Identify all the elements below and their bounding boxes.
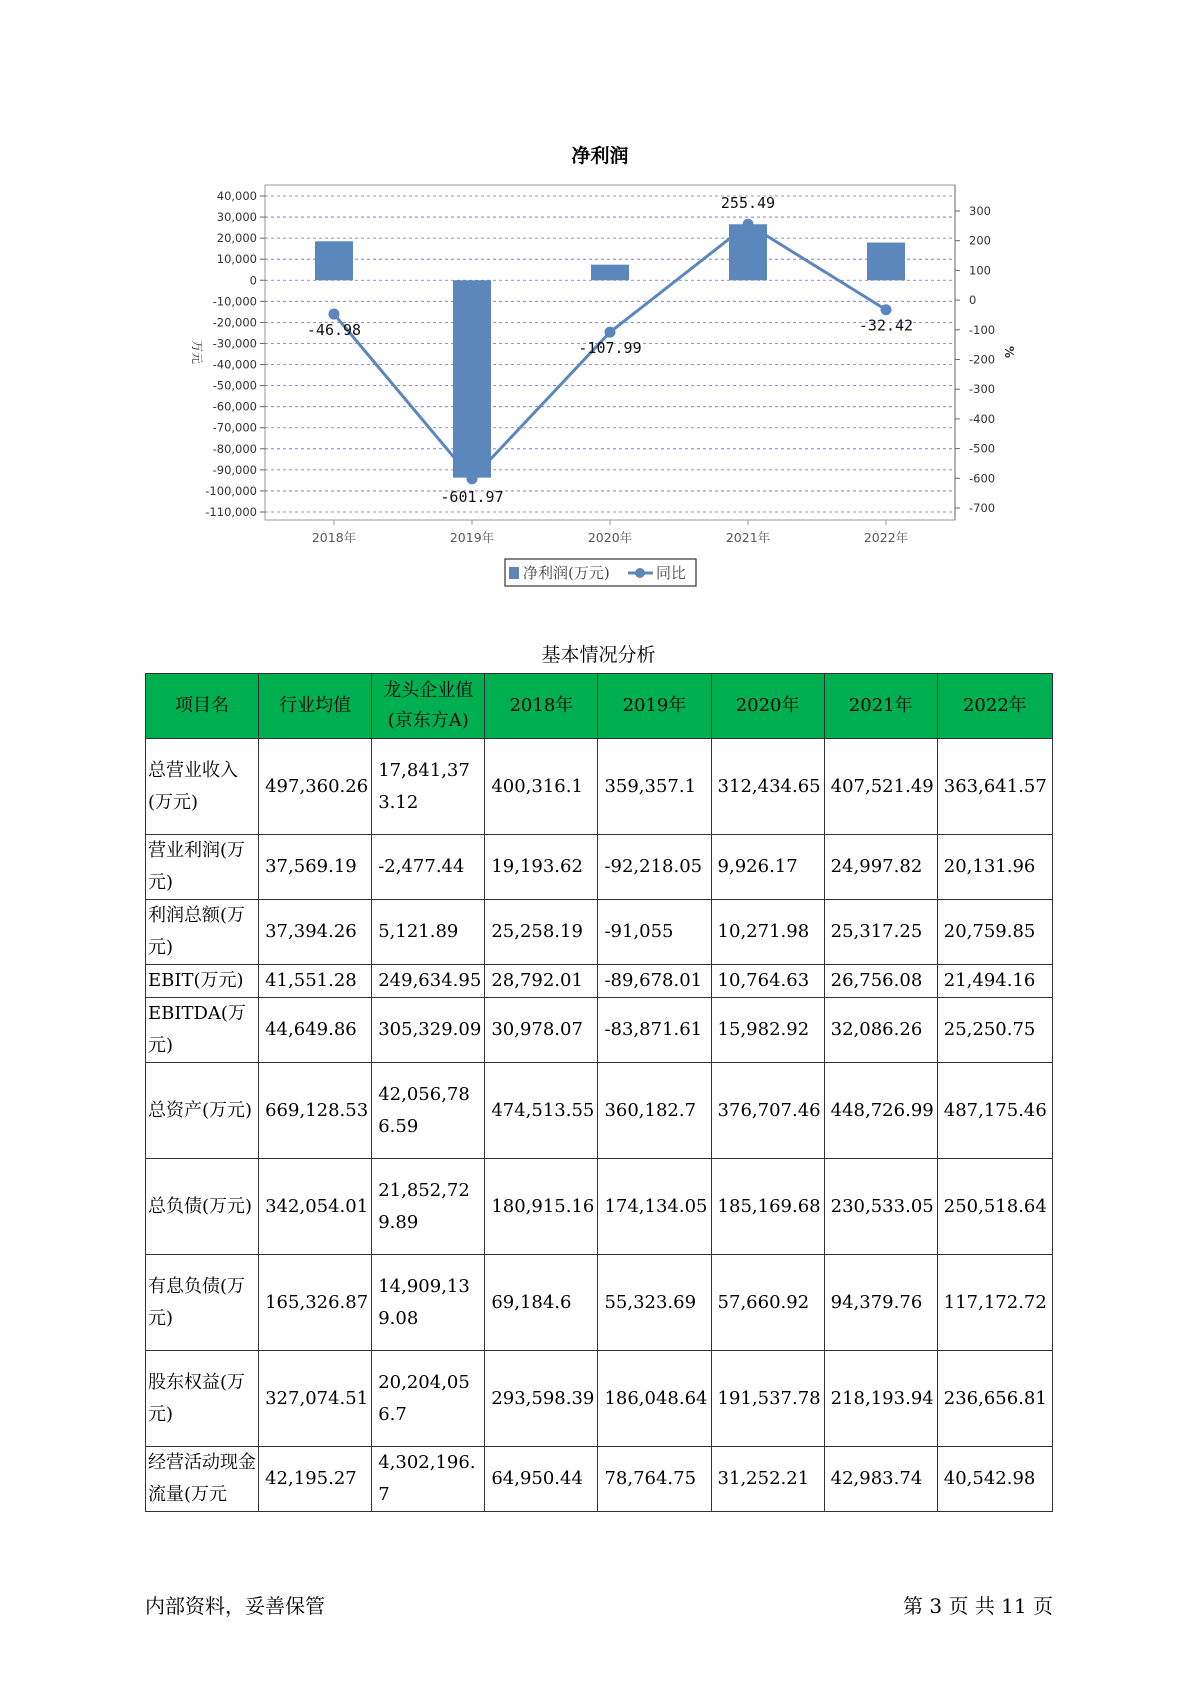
table-cell: 400,316.1 xyxy=(485,739,598,835)
table-cell: -83,871.61 xyxy=(598,998,711,1063)
table-cell: 40,542.98 xyxy=(937,1447,1052,1512)
table-cell: 10,271.98 xyxy=(711,900,824,965)
table-cell: 19,193.62 xyxy=(485,835,598,900)
header-cell: 2020年 xyxy=(711,674,824,739)
row-label: EBITDA(万元) xyxy=(146,998,259,1063)
table-cell: 55,323.69 xyxy=(598,1255,711,1351)
table-cell: 32,086.26 xyxy=(824,998,937,1063)
table-cell: 41,551.28 xyxy=(259,965,372,998)
y2-tick-label: -700 xyxy=(969,501,996,515)
table-cell: 25,317.25 xyxy=(824,900,937,965)
row-label: 营业利润(万元) xyxy=(146,835,259,900)
y-tick-label: 30,000 xyxy=(216,210,257,225)
table-row xyxy=(146,998,1053,1063)
y2-axis-label: % xyxy=(1002,345,1016,359)
line-point xyxy=(605,327,616,338)
table-cell: 5,121.89 xyxy=(372,900,485,965)
table-cell: -91,055 xyxy=(598,900,711,965)
table-cell: 37,394.26 xyxy=(259,900,372,965)
table-cell: 17,841,373.12 xyxy=(372,739,485,835)
table-row xyxy=(146,1447,1053,1512)
table-cell: 44,649.86 xyxy=(259,998,372,1063)
table-cell: 4,302,196.7 xyxy=(372,1447,485,1512)
header-cell: 项目名 xyxy=(146,674,259,739)
table-cell: 69,184.6 xyxy=(485,1255,598,1351)
table-cell: 312,434.65 xyxy=(711,739,824,835)
line-point xyxy=(743,219,754,230)
table-header-row xyxy=(146,674,1053,739)
row-label: 总营业收入(万元) xyxy=(146,739,259,835)
table-cell: 497,360.26 xyxy=(259,739,372,835)
x-tick-label: 2020年 xyxy=(587,530,633,545)
table-cell: 117,172.72 xyxy=(937,1255,1052,1351)
y-tick-label: -90,000 xyxy=(212,462,257,477)
table-row xyxy=(146,739,1053,835)
x-tick-label: 2022年 xyxy=(863,530,909,545)
bar xyxy=(453,280,491,477)
bar xyxy=(867,243,905,281)
y2-tick-label: -300 xyxy=(969,382,996,397)
table-row xyxy=(146,900,1053,965)
y-tick-label: 0 xyxy=(249,273,257,288)
table-cell: 31,252.21 xyxy=(711,1447,824,1512)
table-cell: 359,357.1 xyxy=(598,739,711,835)
legend-line-marker xyxy=(635,568,645,578)
table-row xyxy=(146,1159,1053,1255)
table-cell: 78,764.75 xyxy=(598,1447,711,1512)
header-cell: 龙头企业值(京东方A) xyxy=(372,674,485,739)
table-caption: 基本情况分析 xyxy=(541,644,656,666)
y-tick-label: 40,000 xyxy=(216,189,257,203)
y2-tick-label: 300 xyxy=(969,204,991,218)
y-tick-label: -20,000 xyxy=(212,315,257,330)
table-cell: 10,764.63 xyxy=(711,965,824,998)
table-cell: 20,759.85 xyxy=(937,900,1052,965)
y-tick-label: -30,000 xyxy=(212,336,257,351)
table-cell: 21,494.16 xyxy=(937,965,1052,998)
table-cell: 28,792.01 xyxy=(485,965,598,998)
y2-tick-label: -200 xyxy=(969,352,996,367)
table-cell: 25,258.19 xyxy=(485,900,598,965)
basic-analysis-table xyxy=(145,673,1053,1512)
table-cell: 448,726.99 xyxy=(824,1063,937,1159)
net-profit-chart xyxy=(0,0,1191,620)
table-cell: 305,329.09 xyxy=(372,998,485,1063)
table-cell: 14,909,139.08 xyxy=(372,1255,485,1351)
x-tick-label: 2021年 xyxy=(725,530,771,545)
table-cell: 191,537.78 xyxy=(711,1351,824,1447)
row-label: 总资产(万元) xyxy=(146,1063,259,1159)
table-cell: 20,204,056.7 xyxy=(372,1351,485,1447)
y-tick-label: -70,000 xyxy=(212,420,257,435)
header-cell: 2021年 xyxy=(824,674,937,739)
bar xyxy=(315,241,353,280)
table-cell: 174,134.05 xyxy=(598,1159,711,1255)
table-cell: 669,128.53 xyxy=(259,1063,372,1159)
y2-tick-label: -600 xyxy=(969,471,996,486)
y2-tick-label: -100 xyxy=(969,322,996,337)
legend-bar-swatch xyxy=(509,567,519,579)
table-cell: 9,926.17 xyxy=(711,835,824,900)
legend-bar-label: 净利润(万元) xyxy=(523,564,610,582)
table-row xyxy=(146,965,1053,998)
table-cell: 15,982.92 xyxy=(711,998,824,1063)
table-cell: 57,660.92 xyxy=(711,1255,824,1351)
row-label: 利润总额(万元) xyxy=(146,900,259,965)
data-label: 255.49 xyxy=(720,194,776,213)
chart-title: 净利润 xyxy=(571,145,629,167)
footer-page-number: 第 3 页 共 11 页 xyxy=(903,1594,1053,1618)
table-row xyxy=(146,835,1053,900)
data-label: -107.99 xyxy=(578,339,642,358)
line-point xyxy=(467,473,478,484)
y-tick-label: -110,000 xyxy=(205,505,257,519)
table-cell: 94,379.76 xyxy=(824,1255,937,1351)
y2-tick-label: 200 xyxy=(969,233,991,248)
y-axis-label: 万元 xyxy=(190,339,204,365)
y-tick-label: -60,000 xyxy=(212,399,257,414)
header-cell: 2018年 xyxy=(485,674,598,739)
table-cell: 165,326.87 xyxy=(259,1255,372,1351)
y2-tick-label: -500 xyxy=(969,441,996,456)
table-cell: 250,518.64 xyxy=(937,1159,1052,1255)
table-cell: 249,634.95 xyxy=(372,965,485,998)
footer-confidential: 内部资料，妥善保管 xyxy=(145,1594,325,1618)
header-cell: 行业均值 xyxy=(259,674,372,739)
table-cell: 25,250.75 xyxy=(937,998,1052,1063)
line-point xyxy=(881,304,892,315)
y-tick-label: -10,000 xyxy=(212,294,257,309)
table-cell: 342,054.01 xyxy=(259,1159,372,1255)
table-cell: 407,521.49 xyxy=(824,739,937,835)
y-tick-label: -100,000 xyxy=(205,483,257,498)
table-cell: 37,569.19 xyxy=(259,835,372,900)
data-label: -46.98 xyxy=(306,321,362,340)
table-cell: 20,131.96 xyxy=(937,835,1052,900)
table-cell: 64,950.44 xyxy=(485,1447,598,1512)
table-cell: 186,048.64 xyxy=(598,1351,711,1447)
y-tick-label: -40,000 xyxy=(212,357,257,372)
table-cell: -92,218.05 xyxy=(598,835,711,900)
table-cell: 42,983.74 xyxy=(824,1447,937,1512)
y2-tick-label: 0 xyxy=(969,293,977,308)
table-cell: 42,195.27 xyxy=(259,1447,372,1512)
y-tick-label: 10,000 xyxy=(216,252,257,267)
table-row xyxy=(146,1063,1053,1159)
table-cell: 376,707.46 xyxy=(711,1063,824,1159)
row-label: EBIT(万元) xyxy=(146,965,259,998)
legend-line-label: 同比 xyxy=(656,564,687,582)
table-cell: 363,641.57 xyxy=(937,739,1052,835)
row-label: 股东权益(万元) xyxy=(146,1351,259,1447)
y-tick-label: -50,000 xyxy=(212,378,257,393)
table-cell: 487,175.46 xyxy=(937,1063,1052,1159)
x-tick-label: 2018年 xyxy=(311,530,357,545)
table-cell: 185,169.68 xyxy=(711,1159,824,1255)
table-cell: -89,678.01 xyxy=(598,965,711,998)
table-cell: 293,598.39 xyxy=(485,1351,598,1447)
table-cell: 30,978.07 xyxy=(485,998,598,1063)
table-cell: 24,997.82 xyxy=(824,835,937,900)
data-label: -32.42 xyxy=(858,316,914,335)
header-cell: 2022年 xyxy=(937,674,1052,739)
row-label: 经营活动现金流量(万元 xyxy=(146,1447,259,1512)
table-cell: 236,656.81 xyxy=(937,1351,1052,1447)
table-cell: 21,852,729.89 xyxy=(372,1159,485,1255)
row-label: 总负债(万元) xyxy=(146,1159,259,1255)
y2-tick-label: -400 xyxy=(969,411,996,426)
table-cell: -2,477.44 xyxy=(372,835,485,900)
table-cell: 42,056,786.59 xyxy=(372,1063,485,1159)
table-cell: 180,915.16 xyxy=(485,1159,598,1255)
y-tick-label: -80,000 xyxy=(212,441,257,456)
data-label: -601.97 xyxy=(440,487,504,506)
table-cell: 218,193.94 xyxy=(824,1351,937,1447)
header-cell: 2019年 xyxy=(598,674,711,739)
chart-svg xyxy=(0,0,1191,620)
line-point xyxy=(329,309,340,320)
table-cell: 474,513.55 xyxy=(485,1063,598,1159)
bar xyxy=(591,265,629,281)
x-tick-label: 2019年 xyxy=(449,530,495,545)
y-tick-label: 20,000 xyxy=(216,231,257,246)
row-label: 有息负债(万元) xyxy=(146,1255,259,1351)
table-row xyxy=(146,1351,1053,1447)
table-cell: 230,533.05 xyxy=(824,1159,937,1255)
table-row xyxy=(146,1255,1053,1351)
table-cell: 360,182.7 xyxy=(598,1063,711,1159)
table-cell: 327,074.51 xyxy=(259,1351,372,1447)
table-cell: 26,756.08 xyxy=(824,965,937,998)
y2-tick-label: 100 xyxy=(969,263,991,278)
